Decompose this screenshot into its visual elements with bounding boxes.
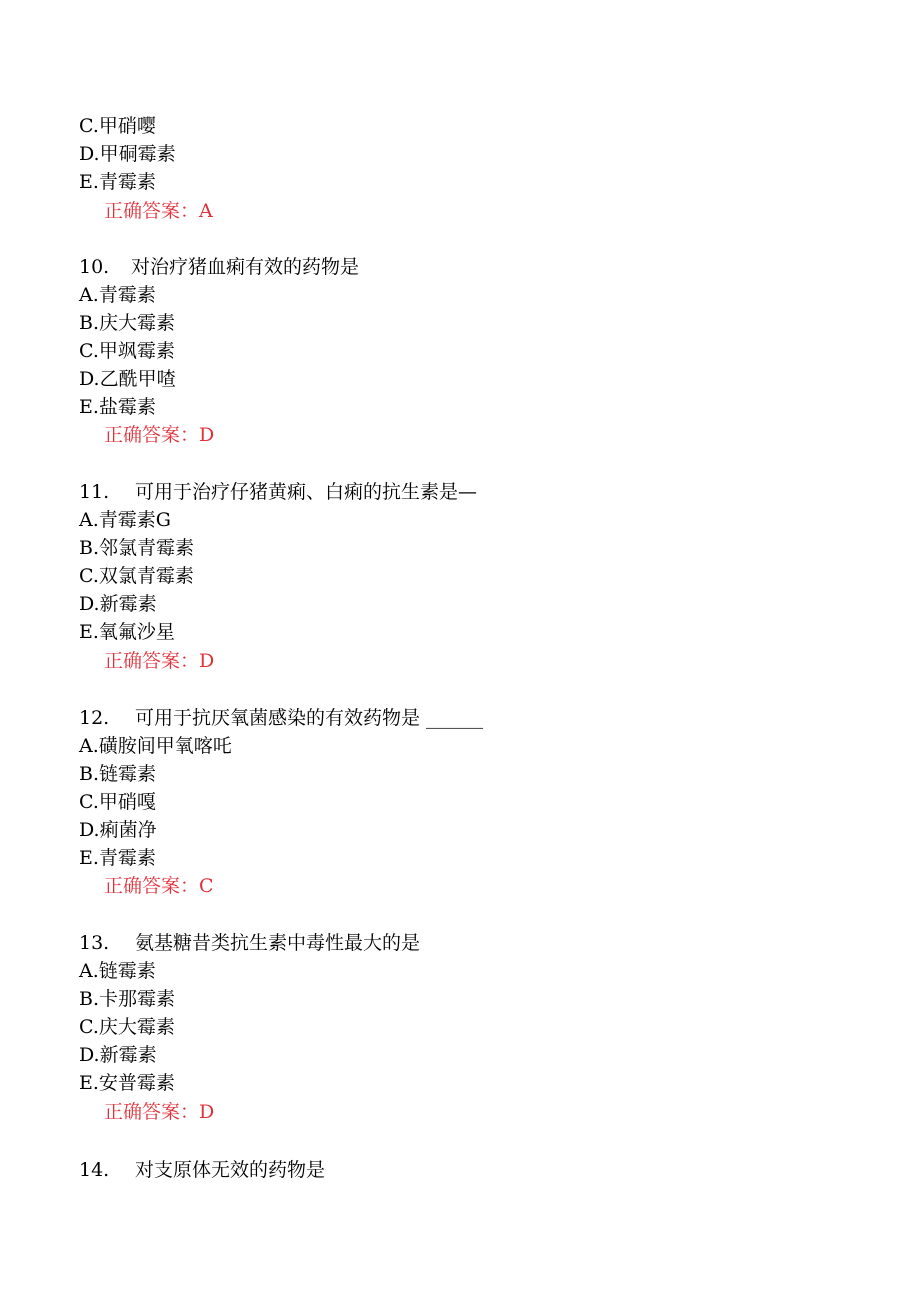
question-text: 可用于治疗仔猪黄痢、白痢的抗生素是—	[135, 481, 478, 503]
option-line: C.甲硝嘎	[79, 791, 156, 813]
option-line: A.磺胺间甲氧喀吒	[79, 735, 232, 757]
option-line: A.链霉素	[79, 960, 156, 982]
question-title	[79, 929, 420, 957]
option-line: D.甲硐霉素	[79, 143, 176, 165]
option-line: B.邻氯青霉素	[79, 537, 195, 559]
answer-label: 正确答案：	[104, 200, 200, 222]
correct-answer	[104, 872, 214, 900]
option-line: E.氧氟沙星	[79, 621, 175, 643]
option-line: E.盐霉素	[79, 396, 156, 418]
option-line: C.双氯青霉素	[79, 565, 194, 587]
option-line: E.青霉素	[79, 171, 156, 193]
option-line: B.卡那霉素	[79, 988, 176, 1010]
answer-value: D	[199, 650, 215, 672]
question-number: 12.	[79, 707, 110, 729]
question-text: 对支原体无效的药物是	[135, 1159, 326, 1181]
option-line: B.庆大霉素	[79, 312, 176, 334]
correct-answer	[104, 197, 213, 225]
option-line: D.新霉素	[79, 1044, 157, 1066]
answer-label: 正确答案：	[104, 875, 200, 897]
correct-answer	[104, 1098, 214, 1126]
question-title	[79, 478, 477, 506]
option-line: B.链霉素	[79, 763, 157, 785]
question-text: 可用于抗厌氧菌感染的有效药物是 ______	[135, 707, 484, 729]
option-line: D.乙酰甲喳	[79, 368, 176, 390]
question-number: 11.	[79, 481, 110, 503]
answer-value: A	[199, 200, 213, 222]
answer-value: C	[199, 875, 214, 897]
option-line: D.新霉素	[79, 593, 157, 615]
question-number: 13.	[79, 932, 110, 954]
question-text: 氨基糖昔类抗生素中毒性最大的是	[135, 932, 421, 954]
answer-label: 正确答案：	[104, 424, 200, 446]
correct-answer	[104, 421, 214, 449]
answer-value: D	[199, 424, 215, 446]
option-line: E.安普霉素	[79, 1072, 175, 1094]
correct-answer	[104, 647, 214, 675]
answer-value: D	[199, 1101, 215, 1123]
question-text: 对治疗猪血痢有效的药物是	[131, 256, 360, 278]
answer-label: 正确答案：	[104, 1101, 200, 1123]
option-line: E.青霉素	[79, 847, 156, 869]
answer-label: 正确答案：	[104, 650, 200, 672]
option-line: D.痢菌净	[79, 819, 157, 841]
option-line: C.庆大霉素	[79, 1016, 175, 1038]
question-title	[79, 704, 483, 732]
question-title	[79, 1156, 325, 1184]
option-line: A.青霉素G	[79, 509, 171, 531]
option-line: C.甲硝嘤	[79, 115, 156, 137]
option-line: C.甲飒霉素	[79, 340, 175, 362]
question-number: 10.	[79, 256, 110, 278]
question-number: 14.	[79, 1159, 110, 1181]
option-line: A.青霉素	[79, 284, 156, 306]
question-title	[79, 253, 359, 281]
